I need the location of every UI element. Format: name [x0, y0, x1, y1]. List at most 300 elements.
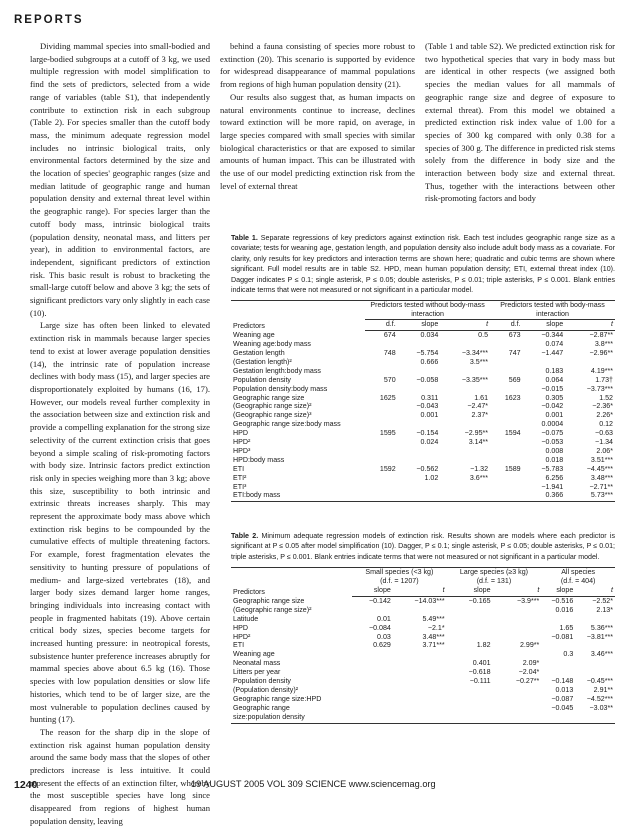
cell-value — [493, 686, 542, 695]
cell-value — [393, 650, 447, 659]
cell-value — [365, 402, 398, 411]
cell-value — [393, 677, 447, 686]
cell-value: 0.3 — [563, 650, 574, 659]
cell-value: 0.001 — [545, 411, 564, 420]
cell-value — [490, 474, 523, 483]
table-row — [231, 456, 615, 465]
cell-value — [365, 438, 398, 447]
cell-value: 0.018 — [545, 455, 564, 464]
table-row — [231, 606, 615, 615]
row-predictor: ETI³ — [233, 482, 247, 491]
row-predictor: HPD — [233, 623, 248, 632]
cell-value — [447, 695, 493, 704]
cell-value: −1.32 — [470, 464, 489, 473]
table-row — [231, 420, 615, 429]
table-row — [231, 349, 615, 358]
cell-value: −2.04* — [518, 668, 540, 677]
col-header-slope: slope — [398, 320, 441, 331]
cell-value: 0.016 — [555, 605, 574, 614]
row-predictor: (Gestation length)² — [233, 357, 292, 366]
table-row — [231, 624, 615, 633]
row-predictor: (Geographic range size)³ — [233, 411, 312, 420]
cell-value: 2.91** — [593, 686, 613, 694]
table-1-grid — [231, 300, 615, 502]
cell-value: −0.058 — [416, 375, 439, 384]
cell-value: 2.06* — [596, 446, 613, 455]
cell-value — [523, 358, 566, 367]
cell-value — [398, 447, 441, 456]
cell-value — [447, 615, 493, 624]
table-row — [231, 447, 615, 456]
table-row — [231, 331, 615, 340]
cell-value — [440, 483, 490, 492]
text-column-1 — [30, 40, 210, 828]
cell-value — [541, 668, 575, 677]
row-predictor: size:population density — [231, 713, 352, 723]
table-row — [231, 358, 615, 367]
table-row — [231, 668, 615, 677]
cell-value — [541, 641, 575, 650]
table-row — [231, 596, 615, 605]
table-row — [231, 633, 615, 642]
cell-value: −3.81*** — [586, 632, 613, 641]
cell-value: −2.52* — [592, 596, 613, 605]
cell-value: −0.042 — [541, 402, 564, 411]
cell-value — [365, 367, 398, 376]
table-2-caption — [231, 531, 615, 562]
cell-value: 0.024 — [420, 438, 439, 447]
cell-value — [493, 615, 542, 624]
cell-value — [398, 420, 441, 429]
cell-value — [440, 385, 490, 394]
cell-value: −3.73*** — [586, 384, 613, 393]
table-row — [231, 677, 615, 686]
group-header-with: Predictors tested with body-mass interaction — [490, 301, 615, 320]
cell-value: 1623 — [504, 393, 521, 402]
cell-value — [541, 713, 575, 723]
table-row — [231, 659, 615, 668]
paragraph: (Table 1 and table S2). We predicted extinction risk for two hypothetical species that vary in body mass but are identical in other respects (we assigned both species the median values for all mammals of geographic range size and degree of exposure to external threat). From this model we obtained a predicted extinction risk index value of 1.00 for a species of 300 kg compared with only 0.38 for a species of 300 g. The difference in predicted risk stems solely from the difference in body size and the interaction between body size and external threat. Thus, together with the interactions between other risk-promoting factors and body — [425, 41, 615, 204]
cell-value: −5.754 — [416, 348, 439, 357]
cell-value: −2.71** — [589, 482, 613, 491]
group-header-small: Small species (<3 kg) — [352, 568, 446, 577]
cell-value: 5.73*** — [565, 491, 615, 501]
row-predictor: HPD² — [233, 632, 251, 641]
row-predictor: (Geographic range size)² — [233, 605, 312, 614]
row-predictor: Geographic range size — [233, 596, 305, 605]
table-row — [231, 483, 615, 492]
group-header-large: Large species (≥3 kg) — [447, 568, 542, 577]
cell-value — [398, 483, 441, 492]
cell-value: −1.447 — [541, 348, 564, 357]
table-row — [231, 713, 615, 723]
cell-value: 748 — [383, 348, 396, 357]
cell-value: 673 — [508, 331, 521, 340]
cell-value: −0.015 — [541, 384, 564, 393]
group-header-without: Predictors tested without body-mass interaction — [365, 301, 490, 320]
cell-value — [352, 650, 393, 659]
cell-value: 0.12 — [599, 420, 613, 429]
cell-value — [398, 491, 441, 501]
table-row — [231, 376, 615, 385]
cell-value — [490, 438, 523, 447]
cell-value: −3.35*** — [461, 375, 489, 384]
cell-value — [352, 704, 393, 713]
table-row — [231, 340, 615, 349]
cell-value — [365, 491, 398, 501]
cell-value — [493, 633, 542, 642]
cell-value: 0.01 — [377, 614, 391, 623]
cell-value: −2.87** — [589, 331, 613, 340]
cell-value: 0.008 — [545, 446, 564, 455]
cell-value: −0.562 — [416, 464, 439, 473]
cell-value — [541, 659, 575, 668]
cell-value — [352, 606, 393, 615]
table-row — [231, 411, 615, 420]
table-row — [231, 394, 615, 403]
paragraph: Dividing mammal species into small-bodied and large-bodied subgroups at a cutoff of 3 kg, we used multiple regression with model simplification to find the sets of predictors, selected from a wide range of variables (table S1), that independently contribute to extinction risk in each subgroup (Table 2). For species smaller than the cutoff body mass, the minimum adequate regression model includes no intrinsic biological traits, only environmental factors determined by the size and the location of species' geographic ranges (size and median latitude of geographic range and human population density and external threat level within the geographic range). For species larger than the cutoff body mass, intrinsic biological traits (population density, neonatal mass, and litters per year), in addition to environmental factors, are independent, significant predictors of extinction risk. This basic result is robust to bracketing the small-large cutoff below and above 3 kg; the sets of significant predictors vary only slightly in each case (10). — [30, 41, 210, 318]
table-2-grid — [231, 567, 615, 723]
table-row — [231, 695, 615, 704]
table-row — [231, 402, 615, 411]
cell-value: 0.629 — [373, 641, 391, 650]
cell-value: −2.1* — [427, 623, 445, 632]
cell-value: 0.001 — [420, 411, 439, 420]
col-header-predictors: Predictors — [231, 568, 352, 597]
table-2 — [231, 531, 615, 724]
col-header-df: d.f. — [490, 320, 523, 331]
cell-value — [490, 367, 523, 376]
group-header-all: All species — [541, 568, 615, 577]
cell-value — [352, 677, 393, 686]
table-2-body — [231, 596, 615, 723]
cell-value — [490, 358, 523, 367]
col-header-t: t — [493, 586, 542, 596]
text-column-3 — [425, 40, 615, 205]
cell-value: 4.19*** — [590, 366, 613, 375]
row-predictor: (Geographic range size)² — [233, 402, 312, 411]
cell-value — [365, 358, 398, 367]
cell-value: 1.73† — [595, 375, 613, 384]
cell-value: 3.51*** — [590, 455, 613, 464]
cell-value — [447, 713, 493, 723]
cell-value — [447, 650, 493, 659]
cell-value — [493, 606, 542, 615]
cell-value: 570 — [383, 375, 396, 384]
cell-value — [447, 633, 493, 642]
cell-value — [541, 615, 575, 624]
row-predictor: Gestation length:body mass — [233, 366, 321, 375]
cell-value — [490, 411, 523, 420]
cell-value: −0.087 — [551, 694, 574, 703]
footer-citation: 19 AUGUST 2005 VOL 309 SCIENCE www.sciencemag.org — [191, 779, 436, 789]
table-row — [231, 615, 615, 624]
cell-value: 1625 — [379, 393, 396, 402]
cell-value — [575, 641, 615, 650]
cell-value: 0.03 — [377, 632, 391, 641]
cell-value — [490, 340, 523, 349]
table-2-caption-text: Minimum adequate regression models of extinction risk. Results shown are models where each predictor is significant at P ≤ 0.05 after model simplification (10). Dagger, P ≤ 0.1; single asterisk, P ≤ 0.05; double asterisks, P ≤ 0.01; triple asterisks, P ≤ 0.001. Blank entries indicate terms that were not measured or not significant in a particular model. — [231, 532, 616, 561]
cell-value — [352, 686, 393, 695]
cell-value: 3.48*** — [590, 473, 613, 482]
text-column-2 — [220, 40, 415, 192]
table-1-body — [231, 331, 615, 502]
row-predictor: ETI² — [233, 473, 247, 482]
row-predictor: ETI — [233, 641, 245, 650]
cell-value: 0.183 — [545, 366, 564, 375]
cell-value: −3.34*** — [461, 348, 489, 357]
cell-value — [493, 713, 542, 723]
cell-value: 0.013 — [555, 686, 574, 694]
cell-value: −3.03** — [589, 703, 613, 712]
row-predictor: Geographic range size — [233, 393, 305, 402]
group-df-large: (d.f. = 131) — [476, 577, 512, 586]
cell-value — [493, 650, 542, 659]
cell-value — [365, 385, 398, 394]
cell-value: 3.8*** — [594, 340, 613, 349]
row-predictor: Geographic range size:HPD — [233, 694, 322, 703]
cell-value: −0.148 — [551, 677, 574, 686]
cell-value — [447, 606, 493, 615]
col-header-t: t — [393, 586, 447, 596]
cell-value: 1.65 — [559, 623, 574, 632]
cell-value: 1589 — [504, 464, 521, 473]
row-predictor: Weaning age:body mass — [233, 340, 311, 349]
cell-value — [490, 385, 523, 394]
group-df-all: (d.f. = 404) — [560, 577, 596, 586]
row-predictor: HPD² — [233, 438, 251, 447]
cell-value — [393, 704, 447, 713]
cell-value: −0.63 — [595, 429, 613, 438]
col-header-t: t — [575, 586, 615, 596]
cell-value: 6.256 — [545, 473, 564, 482]
row-predictor: Population density:body mass — [233, 384, 328, 393]
cell-value: −0.045 — [551, 703, 574, 712]
cell-value — [447, 686, 493, 695]
table-row — [231, 429, 615, 438]
cell-value: −0.45*** — [586, 677, 613, 686]
cell-value: 674 — [383, 331, 396, 340]
cell-value — [393, 659, 447, 668]
cell-value — [565, 358, 615, 367]
group-df-small: (d.f. = 1207) — [380, 577, 419, 586]
row-predictor: ETI — [233, 464, 245, 473]
paragraph: The reason for the sharp dip in the slope of extinction risk against human population density around the same body mass that the slopes of other predictors increase is less intuitive. It could represent the effects of an extinction filter, whereby the most susceptible species have long since disappeared from regions of highest human population density, leaving — [30, 726, 210, 826]
table-1-label: Table 1. — [231, 234, 258, 242]
cell-value: 1592 — [379, 464, 396, 473]
table-1-caption — [231, 233, 615, 295]
cell-value: 1595 — [379, 429, 396, 438]
cell-value: −2.36* — [592, 402, 613, 411]
cell-value: −0.053 — [541, 438, 564, 447]
cell-value: 3.48*** — [422, 632, 445, 641]
cell-value: −2.95** — [464, 429, 489, 438]
table-1-caption-text: Separate regressions of key predictors against extinction risk. Each test includes geographic range size as a covariate; tests for weaning age, gestation length, and population density also include adult body mass as a covariate. For clarity, only results for key predictors and interaction terms are shown here; quadratic and cubic terms are shown where significant. Full model results are in table S2. HPD, mean human population density; ETI, external threat index (10). Dagger indicates P ≤ 0.1; single asterisk, P ≤ 0.05; double asterisks, P ≤ 0.01; triple asterisks, P ≤ 0.001. Blank entries indicate terms that were not measured or not significant in a particular model. — [231, 234, 615, 295]
cell-value: −0.618 — [468, 668, 491, 677]
row-predictor: Population density — [233, 375, 291, 384]
cell-value: 0.074 — [545, 340, 564, 349]
cell-value: −0.165 — [468, 596, 491, 605]
col-header-slope: slope — [447, 586, 493, 596]
cell-value: −2.47* — [467, 402, 489, 411]
table-row — [231, 686, 615, 695]
cell-value — [490, 491, 523, 501]
paragraph: behind a fauna consisting of species more robust to extinction (20). This scenario is supported by evidence for widespread disappearance of mammal populations from regions of high human population density (21). — [220, 41, 415, 90]
cell-value — [393, 668, 447, 677]
cell-value: −4.45*** — [586, 464, 613, 473]
table-row — [231, 385, 615, 394]
cell-value — [398, 340, 441, 349]
cell-value — [393, 606, 447, 615]
cell-value: 0.5 — [478, 331, 489, 340]
cell-value: 2.09* — [522, 659, 540, 668]
table-row — [231, 650, 615, 659]
cell-value: −0.344 — [541, 331, 564, 340]
cell-value — [393, 695, 447, 704]
row-predictor: Litters per year — [233, 668, 281, 677]
cell-value: 1.52 — [599, 393, 613, 402]
cell-value: −4.52*** — [586, 694, 613, 703]
cell-value: −0.075 — [541, 429, 564, 438]
cell-value: 3.71*** — [422, 641, 445, 650]
row-predictor: HPD:body mass — [233, 455, 285, 464]
col-header-slope: slope — [541, 586, 575, 596]
cell-value — [398, 456, 441, 465]
row-predictor: Latitude — [233, 614, 259, 623]
cell-value: 1.02 — [424, 473, 439, 482]
cell-value — [440, 491, 490, 501]
cell-value — [398, 367, 441, 376]
cell-value — [365, 447, 398, 456]
cell-value: 5.36*** — [590, 623, 613, 632]
col-header-slope: slope — [352, 586, 393, 596]
cell-value — [493, 624, 542, 633]
cell-value: 0.401 — [472, 659, 491, 668]
cell-value — [575, 615, 615, 624]
page-number: 1240 — [14, 779, 38, 791]
cell-value: 3.5*** — [469, 357, 489, 366]
cell-value: 2.37* — [471, 411, 489, 420]
cell-value: −1.34 — [595, 438, 613, 447]
col-header-predictors: Predictors — [231, 301, 365, 331]
row-predictor: ETI:body mass — [231, 491, 365, 501]
cell-value — [447, 624, 493, 633]
row-predictor: Weaning age — [233, 650, 275, 659]
cell-value — [365, 456, 398, 465]
table-row — [231, 465, 615, 474]
cell-value — [440, 420, 490, 429]
cell-value: 1594 — [504, 429, 521, 438]
cell-value: 0.0004 — [541, 420, 564, 429]
cell-value — [490, 447, 523, 456]
row-predictor: Weaning age — [233, 331, 275, 340]
cell-value: −0.084 — [368, 623, 391, 632]
cell-value: 0.305 — [545, 393, 564, 402]
table-row — [231, 438, 615, 447]
cell-value — [490, 483, 523, 492]
table-row — [231, 491, 615, 501]
cell-value — [365, 483, 398, 492]
cell-value: −0.142 — [368, 596, 391, 605]
row-predictor: Population density — [233, 677, 291, 686]
cell-value — [398, 385, 441, 394]
cell-value: −1.941 — [541, 482, 564, 491]
cell-value: 0.311 — [421, 393, 439, 402]
cell-value — [440, 456, 490, 465]
cell-value: 3.46*** — [590, 650, 613, 659]
cell-value: −2.96** — [589, 348, 613, 357]
cell-value: −5.783 — [541, 464, 564, 473]
cell-value: 2.26* — [596, 411, 613, 420]
cell-value — [575, 668, 615, 677]
cell-value — [440, 340, 490, 349]
paragraph: Large size has often been linked to elevated extinction risk in mammals because larger species tend to exist at lower average population densities (14), the intrinsic rate of population increase declines with body mass (15), and larger species are disproportionately exploited by humans (16, 17). However, our models reveal further complexity in the association between size and extinction risk and provide a compelling explanation for the strong size selectivity of the current extinction crisis that goes beyond a simple scaling of risk-promoting factors with body size. Intrinsic factors predict extinction risk only in species weighing more than 3 kg; above this size, susceptibility to both intrinsic and extrinsic threats increases sharply. This may represent the approximate body mass above which extinction risk begins to be compounded by the cumulative effects of multiple threatening factors. For example, forest fragmentation elevates the sensitivity to hunting pressure of populations of medium- and large-sized vertebrates (18), and larger body sizes demand larger home ranges, bringing individuals into increasing contact with people in fragmented habitats (19). Above certain critical body sizes, species become targets for increased hunting pressure: in neotropical forests, subsistence hunter preference increases abruptly for mammal species above about 6.5 kg (16). Those species with low population densities or slow life histories, which tend to be of larger size, are the most vulnerable to population declines caused by hunting (17). — [30, 320, 210, 725]
cell-value: 2.99** — [519, 641, 540, 650]
page-footer — [14, 779, 620, 793]
cell-value — [365, 411, 398, 420]
row-predictor: HPD — [233, 429, 248, 438]
row-predictor: Geographic range size:body mass — [233, 420, 341, 429]
row-predictor: (Population density)² — [233, 686, 299, 694]
table-row — [231, 704, 615, 713]
cell-value — [352, 659, 393, 668]
cell-value — [490, 420, 523, 429]
cell-value — [352, 668, 393, 677]
cell-value — [447, 704, 493, 713]
table-2-label: Table 2. — [231, 532, 259, 540]
col-header-slope: slope — [523, 320, 566, 331]
paragraph: Our results also suggest that, as human impacts on natural environments continue to increase, declines toward extinction will be more rapid, on average, in large species compared with small species with similar biological characteristics or that are exposed to similar amounts of human impact. This can be illustrated with the use of our model predicting extinction risk from the level of external threat — [220, 91, 415, 191]
col-header-df: d.f. — [365, 320, 398, 331]
cell-value — [393, 686, 447, 695]
cell-value: −0.043 — [416, 402, 439, 411]
cell-value — [493, 695, 542, 704]
cell-value: 0.064 — [545, 375, 564, 384]
cell-value — [365, 340, 398, 349]
cell-value — [352, 713, 393, 723]
row-predictor: Gestation length — [233, 348, 285, 357]
cell-value: 0.666 — [420, 357, 439, 366]
cell-value: −3.9*** — [517, 596, 540, 605]
cell-value — [352, 695, 393, 704]
cell-value: 5.49*** — [422, 614, 445, 623]
table-1 — [231, 233, 615, 502]
cell-value — [440, 367, 490, 376]
cell-value — [490, 402, 523, 411]
cell-value: −14.03*** — [414, 596, 445, 605]
cell-value: 747 — [508, 348, 521, 357]
cell-value: 1.61 — [474, 393, 489, 402]
cell-value: −0.081 — [551, 632, 574, 641]
cell-value: 0.034 — [420, 331, 439, 340]
cell-value: 1.82 — [476, 641, 491, 650]
cell-value: 2.13* — [596, 605, 613, 614]
cell-value — [490, 456, 523, 465]
col-header-t: t — [565, 320, 615, 331]
section-header: REPORTS — [14, 14, 84, 26]
cell-value — [393, 713, 447, 723]
table-row — [231, 641, 615, 650]
row-predictor: Neonatal mass — [233, 659, 281, 668]
table-row — [231, 474, 615, 483]
cell-value: 569 — [508, 375, 521, 384]
table-row — [231, 367, 615, 376]
row-predictor: HPD³ — [233, 446, 251, 455]
row-predictor: Geographic range — [233, 703, 290, 712]
cell-value: −0.111 — [469, 677, 491, 686]
cell-value — [440, 447, 490, 456]
cell-value: −0.154 — [416, 429, 439, 438]
